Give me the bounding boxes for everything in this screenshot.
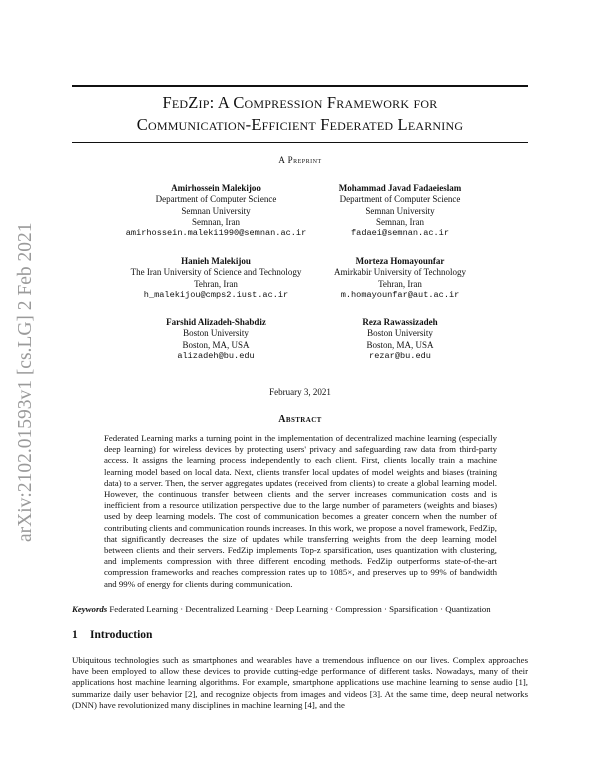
- arxiv-sidebar: [12, 212, 40, 542]
- section-heading: [72, 629, 528, 641]
- author-name: Morteza Homayounfar: [355, 256, 445, 266]
- section-number: 1: [72, 629, 78, 641]
- author-location: Boston, MA, USA: [366, 339, 434, 350]
- author-affiliation: Department of Computer Science: [339, 194, 461, 205]
- preprint-label: A Preprint: [278, 155, 322, 165]
- section-title: Introduction: [90, 629, 153, 641]
- arxiv-identifier: arXiv:2102.01593v1 [cs.LG] 2 Feb 2021: [15, 222, 36, 542]
- title-line-2: Communication-Efficient Federated Learning: [136, 115, 464, 134]
- author-name: Amirhossein Malekijoo: [171, 183, 261, 193]
- title-rule-bottom: [72, 142, 528, 143]
- abstract-text: Federated Learning marks a turning point in the implementation of decentralized machine learning (especially deep learning) for wireless devices by protecting users' privacy and safeguarding raw data from third-party access. It assigns the learning process independently to each client. First, clients locally train a machine learning model based on local data. Next, clients transfer local updates of model weights and biases (training data) to a server. Then, the server aggregates updates (received from clients) to create a global learning model. However, the continuous transfer between clients and the server increases communication costs and is inefficient from a resource utilization perspective due to the large number of parameters (weights and biases) used by deep learning models. The cost of communication becomes a greater concern when the number of contributing clients and communication rounds increases. In this work, we propose a novel framework, FedZip, that significantly decreases the size of updates while transferring weights from the deep learning model between clients and their servers. FedZip implements Top-z sparsification, uses quantization with clustering, and implements compression with three different encoding methods. FedZip outperforms state-of-the-art compression frameworks and reaches compression rates up to 1085×, and preserves up to 99% of bandwidth and 99% of energy for clients during communication.: [104, 433, 497, 589]
- author-block: [280, 256, 520, 301]
- author-email[interactable]: rezar@bu.edu: [369, 350, 431, 361]
- author-email[interactable]: h_malekijou@cmps2.iust.ac.ir: [143, 289, 289, 300]
- author-institution: The Iran University of Science and Technology: [130, 267, 302, 278]
- author-email[interactable]: amirhossein.maleki1990@semnan.ac.ir: [125, 228, 307, 239]
- author-location: Semnan, Iran: [376, 216, 424, 227]
- author-name: Mohammad Javad Fadaeieslam: [338, 183, 462, 193]
- author-name: Farshid Alizadeh-Shabdiz: [166, 317, 266, 327]
- author-block: [280, 317, 520, 362]
- title-rule-top: [72, 85, 528, 87]
- author-email[interactable]: alizadeh@bu.edu: [177, 350, 255, 361]
- author-email[interactable]: m.homayounfar@aut.ac.ir: [340, 289, 460, 300]
- author-location: Boston, MA, USA: [182, 339, 250, 350]
- keywords-line: [72, 604, 532, 615]
- keywords-label: Keywords: [72, 604, 108, 614]
- author-name: Reza Rawassizadeh: [362, 317, 438, 327]
- author-location: Tehran, Iran: [194, 278, 238, 289]
- abstract-heading: Abstract: [278, 414, 322, 425]
- author-name: Hanieh Malekijou: [181, 256, 251, 266]
- author-institution: Boston University: [367, 328, 433, 339]
- author-affiliation: Department of Computer Science: [155, 194, 277, 205]
- author-block: [280, 183, 520, 239]
- keywords-list: Federated Learning · Decentralized Learning · Deep Learning · Compression · Sparsification · Quantization: [109, 604, 491, 614]
- author-location: Tehran, Iran: [378, 278, 422, 289]
- introduction-text: Ubiquitous technologies such as smartphones and wearables have a tremendous influence on our lives. Complex approaches have been employed to allow these devices to provide cutting-edge performance of different tasks. Nowadays, many of their applications host machine learning algorithms. For example, smartphone applications use machine learning to sense audio [1], summarize daily user behavior [2], and recognize objects from images and videos [3]. At the same time, deep neural networks (DNN) have revolutionized many disciplines in machine learning [4], and the: [72, 655, 528, 710]
- paper-title: [72, 92, 528, 136]
- title-line-1: FedZip: A Compression Framework for: [162, 93, 438, 112]
- author-institution: Semnan University: [365, 205, 435, 216]
- author-email[interactable]: fadaei@semnan.ac.ir: [351, 228, 449, 239]
- author-location: Semnan, Iran: [192, 216, 240, 227]
- author-institution: Boston University: [183, 328, 249, 339]
- author-institution: Amirkabir University of Technology: [334, 267, 466, 278]
- publication-date: February 3, 2021: [269, 387, 331, 397]
- author-institution: Semnan University: [181, 205, 251, 216]
